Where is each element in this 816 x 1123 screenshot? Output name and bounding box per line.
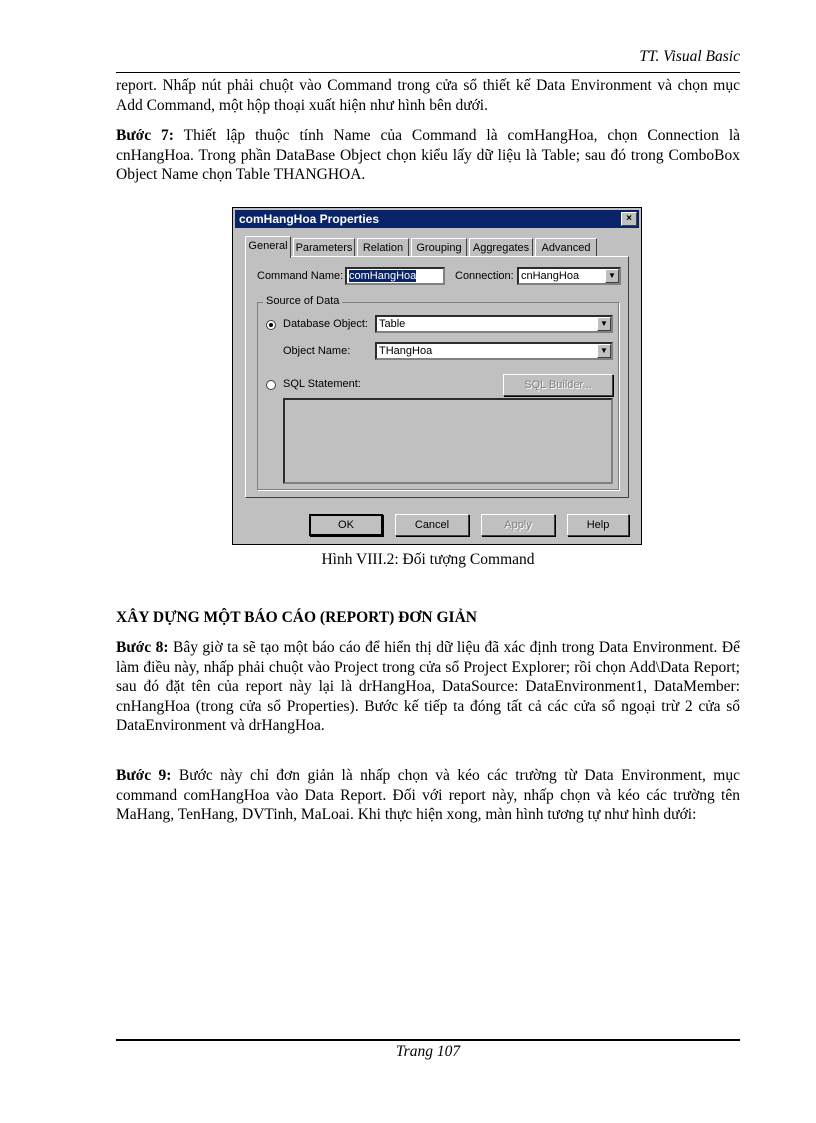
connection-select[interactable] [517,267,621,285]
header-divider [116,72,740,73]
help-button[interactable]: Help [567,514,629,536]
object-name-label: Object Name: [283,345,351,357]
tab-aggregates[interactable]: Aggregates [469,238,533,256]
tab-general[interactable]: General [245,236,291,258]
object-name-value: THangHoa [379,345,433,357]
section-heading: XÂY DỰNG MỘT BÁO CÁO (REPORT) ĐƠN GIẢN [116,609,477,626]
command-name-label: Command Name: [257,270,344,282]
step-text: Bước này chỉ đơn giản là nhấp chọn và kéo các trường từ Data Environment, mục command comHangHoa vào Data Report. Đối với report này, nhấp chọn và kéo các trường tên MaHang, TenHang, DVTinh, MaLoai. Khi thực hiện xong, màn hình tương tự như hình dưới: [116,767,740,823]
page-number: Trang 107 [395,1043,461,1060]
page-header: TT. Visual Basic [639,48,740,65]
object-name-select[interactable] [375,342,613,360]
sql-statement-radio[interactable] [266,380,276,390]
tab-advanced[interactable]: Advanced [535,238,597,256]
paragraph-step-7 [116,126,740,185]
tab-relation[interactable]: Relation [357,238,409,256]
figure-caption: Hình VIII.2: Đối tượng Command [321,551,535,568]
apply-button[interactable]: Apply [481,514,555,536]
sql-statement-label: SQL Statement: [283,378,361,390]
dialog-title: comHangHoa Properties [239,212,380,226]
footer-divider [116,1039,740,1041]
database-object-select[interactable] [375,315,613,333]
command-properties-dialog [232,207,642,545]
database-object-value: Table [379,318,406,330]
close-icon[interactable]: × [621,212,637,226]
source-of-data-title: Source of Data [263,295,342,307]
paragraph-step-9 [116,766,740,825]
database-object-label: Database Object: [283,318,368,330]
connection-label: Connection: [455,270,514,282]
command-name-input[interactable] [345,267,445,285]
database-object-radio[interactable] [266,320,276,330]
chevron-down-icon[interactable]: ▼ [597,317,611,331]
ok-button[interactable]: OK [309,514,383,536]
command-name-value: comHangHoa [349,270,417,282]
step-text: Bây giờ ta sẽ tạo một báo cáo để hiển thị dữ liệu đã xác định trong Data Environment. Để làm điều này, nhấp phải chuột vào Project trong cửa sổ Project Explorer; rồi chọn Add\Data Report; sau đó đặt tên của report này lại là drHangHoa, DataSource: DataEnvironment1, DataMember: cnHangHoa (trong cửa sổ Properties). Bước kế tiếp ta đóng tất cả các cửa sổ ngoại trừ 2 cửa sổ DataEnvironment và drHangHoa. [116,639,740,734]
tab-grouping[interactable]: Grouping [411,238,467,256]
chevron-down-icon[interactable]: ▼ [605,269,619,283]
tab-parameters[interactable]: Parameters [293,238,355,256]
dialog-titlebar [235,210,639,228]
paragraph-step-8 [116,638,740,736]
connection-value: cnHangHoa [521,270,580,282]
step-label: Bước 9: [116,767,172,784]
step-label: Bước 8: [116,639,169,656]
cancel-button[interactable]: Cancel [395,514,469,536]
chevron-down-icon[interactable]: ▼ [597,344,611,358]
sql-builder-button[interactable]: SQL Builder... [503,374,613,396]
sql-statement-textarea[interactable] [283,398,613,484]
step-text: Thiết lập thuộc tính Name của Command là comHangHoa, chọn Connection là cnHangHoa. Trong phần DataBase Object chọn kiểu lấy dữ liệu là Table; sau đó trong ComboBox Object Name chọn Table THANGHOA. [116,127,741,183]
step-label: Bước 7: [116,127,174,144]
paragraph-intro: report. Nhấp nút phải chuột vào Command trong cửa sổ thiết kế Data Environment và chọn mục Add Command, một hộp thoại xuất hiện như hình bên dưới. [116,77,740,114]
